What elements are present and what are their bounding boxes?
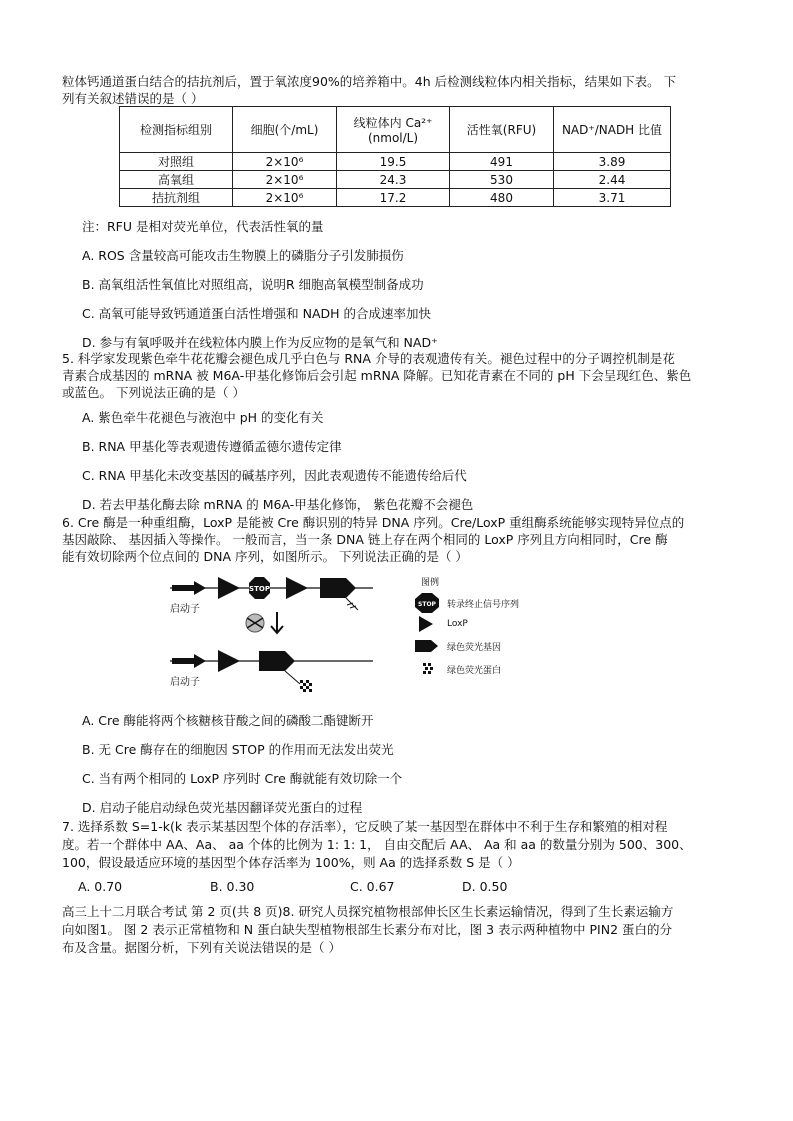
table-header: 细胞(个/mL) bbox=[233, 107, 337, 153]
legend-label: LoxP bbox=[447, 619, 468, 629]
table-cell: 拮抗剂组 bbox=[120, 189, 233, 207]
table-row bbox=[120, 171, 671, 189]
table-cell: 2×10⁶ bbox=[233, 171, 337, 189]
broken-arrow-icon bbox=[346, 598, 358, 610]
table-cell: 19.5 bbox=[337, 153, 450, 171]
table-cell: 491 bbox=[450, 153, 554, 171]
q7-option-a: A. 0.70 bbox=[78, 879, 123, 894]
table-row bbox=[120, 189, 671, 207]
q6-option-d: D. 启动子能启动绿色荧光基因翻译荧光蛋白的过程 bbox=[82, 800, 363, 815]
legend-label: 绿色荧光基因 bbox=[447, 642, 502, 653]
promoter-arrow-icon bbox=[172, 654, 206, 668]
q7-options bbox=[78, 879, 507, 895]
legend-label: 绿色荧光蛋白 bbox=[447, 665, 502, 676]
q5-option-d: D. 若去甲基化酶去除 mRNA 的 M6A-甲基化修饰， 紫色花瓣不会褪色 bbox=[82, 497, 474, 512]
gfp-protein-icon bbox=[415, 662, 439, 676]
q7-option-b: B. 0.30 bbox=[210, 879, 255, 894]
legend-title: 图例 bbox=[421, 578, 440, 588]
q7-option-d: D. 0.50 bbox=[462, 879, 508, 894]
q4-option-b: B. 高氧组活性氧值比对照组高，说明R 细胞高氧模型制备成功 bbox=[82, 277, 424, 292]
q7-option-c: C. 0.67 bbox=[350, 879, 395, 894]
table-cell: 2×10⁶ bbox=[233, 153, 337, 171]
gfp-gene-icon bbox=[320, 578, 356, 598]
q5-option-b: B. RNA 甲基化等表观遗传遵循孟德尔遗传定律 bbox=[82, 439, 342, 454]
table-cell: 对照组 bbox=[120, 153, 233, 171]
table-row bbox=[120, 153, 671, 171]
q6-stem-line: 6. Cre 酶是一种重组酶，LoxP 是能被 Cre 酶识别的特异 DNA 序列。Cre/LoxP 重组酶系统能够实现特异位点的 bbox=[62, 515, 685, 530]
legend-item-stop bbox=[415, 593, 519, 613]
q8-line-2: 向如图1。 图 2 表示正常植物和 N 蛋白缺失型植物根部生长素分布对比，图 3 表示两种植物中 PIN2 蛋白的分 bbox=[62, 922, 672, 937]
q7-stem-line: 7. 选择系数 S=1-k(k 表示某基因型个体的存活率），它反映了某一基因型在群体中不利于生存和繁殖的相对程 bbox=[62, 819, 668, 834]
table-cell: 2.44 bbox=[554, 171, 671, 189]
intro-line-2: 列有关叙述错误的是（ ） bbox=[62, 91, 204, 106]
diagram-legend bbox=[415, 573, 565, 683]
intro-line-1: 粒体钙通道蛋白结合的拮抗剂后，置于氧浓度90%的培养箱中。4h 后检测线粒体内相关指标，结果如下表。 下 bbox=[62, 74, 677, 89]
gfp-gene-icon bbox=[415, 639, 439, 653]
cre-enzyme-icon bbox=[246, 614, 264, 632]
q6-stem-line: 能有效切除两个位点间的 DNA 序列，如图所示。 下列说法正确的是（ ） bbox=[62, 549, 468, 564]
stop-sign-icon bbox=[249, 577, 270, 599]
dna-after bbox=[170, 650, 373, 692]
table-header: 线粒体内 Ca²⁺ (nmol/L) bbox=[337, 107, 450, 153]
gfp-gene-icon bbox=[259, 651, 295, 671]
table-header: 检测指标组别 bbox=[120, 107, 233, 153]
q5-stem-line: 5. 科学家发现紫色牵牛花花瓣会褪色成几乎白色与 RNA 介导的表观遗传有关。褪色过程中的分子调控机制是花 bbox=[62, 351, 675, 366]
q8-line-1: 高三上十二月联合考试 第 2 页(共 8 页)8. 研究人员探究植物根部伸长区生长素运输情况，得到了生长素运输方 bbox=[62, 904, 674, 919]
promoter-label: 启动子 bbox=[170, 677, 200, 688]
q4-option-a: A. ROS 含量较高可能攻击生物膜上的磷脂分子引发肺损伤 bbox=[82, 248, 404, 263]
stop-sign-icon bbox=[415, 593, 439, 613]
legend-item-gfp-gene bbox=[415, 639, 501, 653]
table-cell: 3.71 bbox=[554, 189, 671, 207]
q5-stem-line: 青素合成基因的 mRNA 被 M6A-甲基化修饰后会引起 mRNA 降解。已知花青素在不同的 pH 下会呈现红色、紫色 bbox=[62, 368, 692, 383]
q4-note: 注：RFU 是相对荧光单位，代表活性氧的量 bbox=[82, 219, 324, 234]
table-header: 活性氧(RFU) bbox=[450, 107, 554, 153]
mitochondria-table bbox=[119, 106, 671, 207]
gfp-protein-icon bbox=[300, 680, 312, 692]
q6-option-a: A. Cre 酶能将两个核糖核苷酸之间的磷酸二酯键断开 bbox=[82, 713, 374, 728]
legend-label: 转录终止信号序列 bbox=[447, 599, 520, 610]
q6-stem-line: 基因敲除、 基因插入等操作。 一般而言，当一条 DNA 链上存在两个相同的 LoxP 序列且方向相同时，Cre 酶 bbox=[62, 532, 668, 547]
table-header-row bbox=[120, 107, 671, 153]
table-cell: 17.2 bbox=[337, 189, 450, 207]
table-header: NAD⁺/NADH 比值 bbox=[554, 107, 671, 153]
q7-stem-line: 100，假设最适应环境的基因型个体存活率为 100%，则 Aa 的选择系数 S 是（ ） bbox=[62, 855, 520, 870]
table-cell: 高氧组 bbox=[120, 171, 233, 189]
q6-option-c: C. 当有两个相同的 LoxP 序列时 Cre 酶就能有效切除一个 bbox=[82, 771, 403, 786]
loxp-icon bbox=[415, 616, 439, 632]
q4-option-d: D. 参与有氧呼吸并在线粒体内膜上作为反应物的是氧气和 NAD⁺ bbox=[82, 335, 438, 350]
q6-option-b: B. 无 Cre 酶存在的细胞因 STOP 的作用而无法发出荧光 bbox=[82, 742, 394, 757]
table-cell: 24.3 bbox=[337, 171, 450, 189]
dna-before bbox=[170, 577, 373, 610]
q5-option-c: C. RNA 甲基化未改变基因的碱基序列，因此表观遗传不能遗传给后代 bbox=[82, 468, 467, 483]
table-cell: 2×10⁶ bbox=[233, 189, 337, 207]
promoter-arrow-icon bbox=[172, 581, 206, 595]
loxp-icon bbox=[218, 650, 240, 672]
table-cell: 3.89 bbox=[554, 153, 671, 171]
stop-label: STOP bbox=[249, 585, 270, 593]
expression-arrow bbox=[285, 671, 300, 684]
stop-label: STOP bbox=[418, 601, 436, 608]
loxp-icon bbox=[218, 577, 240, 599]
legend-item-loxp bbox=[415, 616, 468, 632]
q5-stem-line: 或蓝色。 下列说法正确的是（ ） bbox=[62, 385, 245, 400]
q7-stem-line: 度。若一个群体中 AA、Aa、 aa 个体的比例为 1: 1: 1， 自由交配后 AA、 Aa 和 aa 的数量分别为 500、300、 bbox=[62, 837, 692, 852]
table-cell: 480 bbox=[450, 189, 554, 207]
table-cell: 530 bbox=[450, 171, 554, 189]
down-arrow-icon bbox=[271, 612, 283, 633]
promoter-label: 启动子 bbox=[170, 604, 200, 615]
legend-item-gfp-protein bbox=[415, 662, 501, 676]
q4-option-c: C. 高氧可能导致钙通道蛋白活性增强和 NADH 的合成速率加快 bbox=[82, 306, 432, 321]
q5-option-a: A. 紫色牵牛花褪色与液泡中 pH 的变化有关 bbox=[82, 410, 324, 425]
loxp-icon bbox=[286, 577, 308, 599]
q8-line-3: 布及含量。据图分析，下列有关说法错误的是（ ） bbox=[62, 940, 341, 955]
